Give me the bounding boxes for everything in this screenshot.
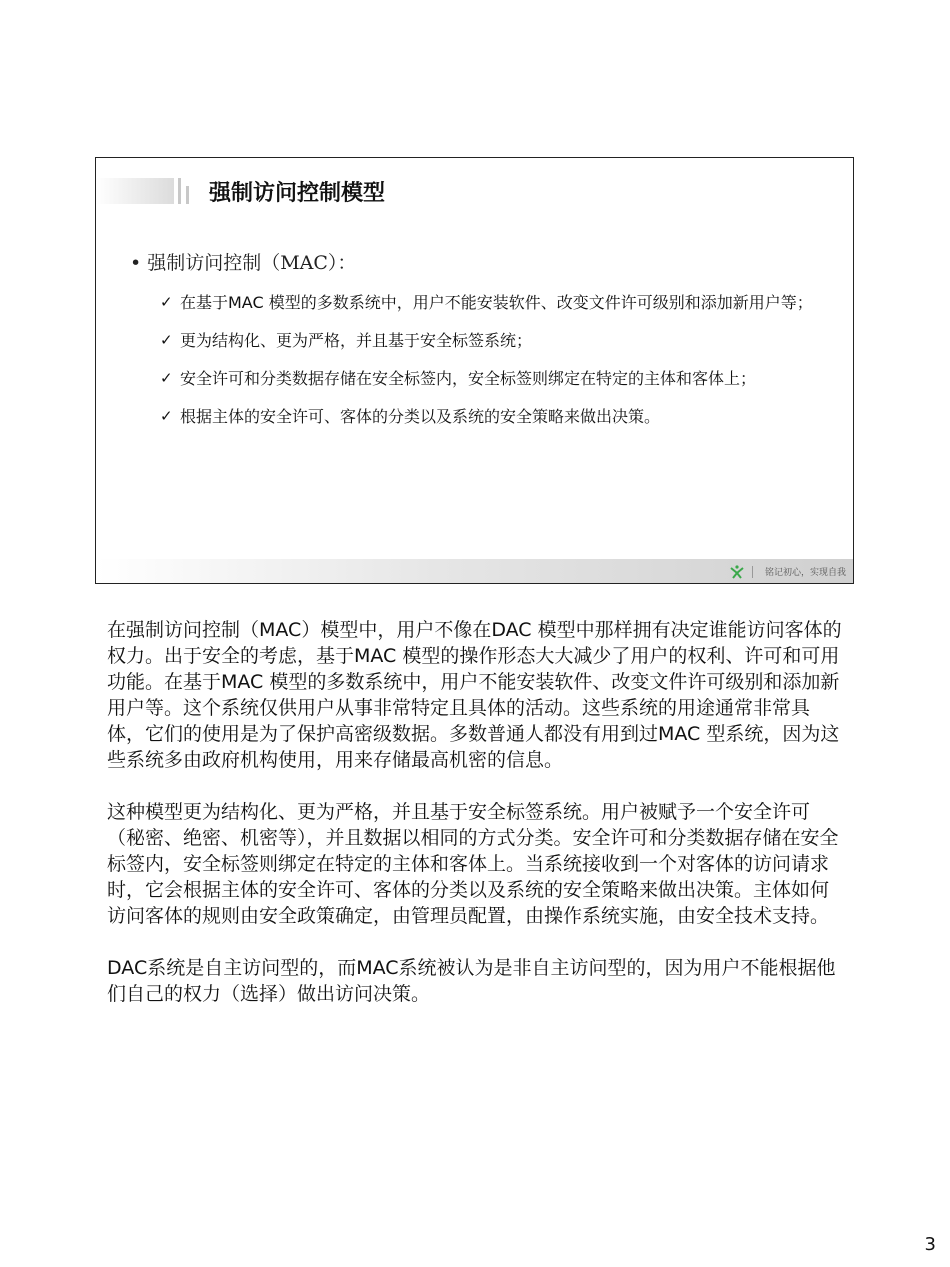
list-item-text: 在基于MAC 模型的多数系统中，用户不能安装软件、改变文件许可级别和添加新用户等； — [180, 293, 813, 312]
slide-title: 强制访问控制模型 — [209, 181, 386, 206]
main-bullet-text: 强制访问控制（MAC）： — [147, 252, 357, 274]
check-icon: ✓ — [160, 331, 173, 349]
main-bullet — [130, 248, 356, 275]
check-icon: ✓ — [160, 407, 173, 425]
title-decoration-bar — [178, 178, 181, 204]
slide-frame — [95, 157, 854, 584]
list-item-text: 安全许可和分类数据存储在安全标签内，安全标签则绑定在特定的主体和客体上； — [180, 369, 757, 388]
list-item — [160, 324, 830, 357]
list-item — [160, 400, 830, 433]
list-item — [160, 362, 830, 395]
footer-divider — [752, 566, 753, 578]
brand-logo-icon — [729, 564, 745, 580]
slide-footer — [96, 559, 853, 583]
list-item — [160, 286, 830, 319]
bullet-dot-icon: • — [130, 252, 142, 274]
check-icon: ✓ — [160, 369, 173, 387]
title-decoration-band — [96, 178, 174, 204]
list-item-text: 根据主体的安全许可、客体的分类以及系统的安全策略来做出决策。 — [180, 407, 661, 426]
body-text — [107, 617, 842, 1033]
paragraph: 这种模型更为结构化、更为严格，并且基于安全标签系统。用户被赋予一个安全许可（秘密、绝密、机密等），并且数据以相同的方式分类。安全许可和分类数据存储在安全标签内，安全标签则绑定在特定的主体和客体上。当系统接收到一个对客体的访问请求时，它会根据主体的安全许可、客体的分类以及系统的安全策略来做出决策。主体如何访问客体的规则由安全政策确定，由管理员配置，由操作系统实施，由安全技术支持。 — [107, 801, 839, 927]
bullet-list — [160, 286, 830, 438]
check-icon: ✓ — [160, 293, 173, 311]
title-decoration-bar — [186, 186, 189, 204]
paragraph: 在强制访问控制（MAC）模型中，用户不像在DAC 模型中那样拥有决定谁能访问客体的权力。出于安全的考虑，基于MAC 模型的操作形态大大减少了用户的权利、许可和可用功能。在基于MAC 模型的多数系统中，用户不能安装软件、改变文件许可级别和添加新用户等。这个系统仅供用户从事非常特定且具体的活动。这些系统的用途通常非常具体，它们的使用是为了保护高密级数据。多数普通人都没有用到过MAC 型系统，因为这些系统多由政府机构使用，用来存储最高机密的信息。 — [107, 619, 842, 771]
paragraph: DAC系统是自主访问型的，而MAC系统被认为是非自主访问型的，因为用户不能根据他们自己的权力（选择）做出访问决策。 — [107, 957, 836, 1005]
page-number: 3 — [924, 1234, 936, 1255]
footer-slogan: 铭记初心，实现自我 — [764, 568, 846, 578]
list-item-text: 更为结构化、更为严格，并且基于安全标签系统； — [180, 331, 533, 350]
